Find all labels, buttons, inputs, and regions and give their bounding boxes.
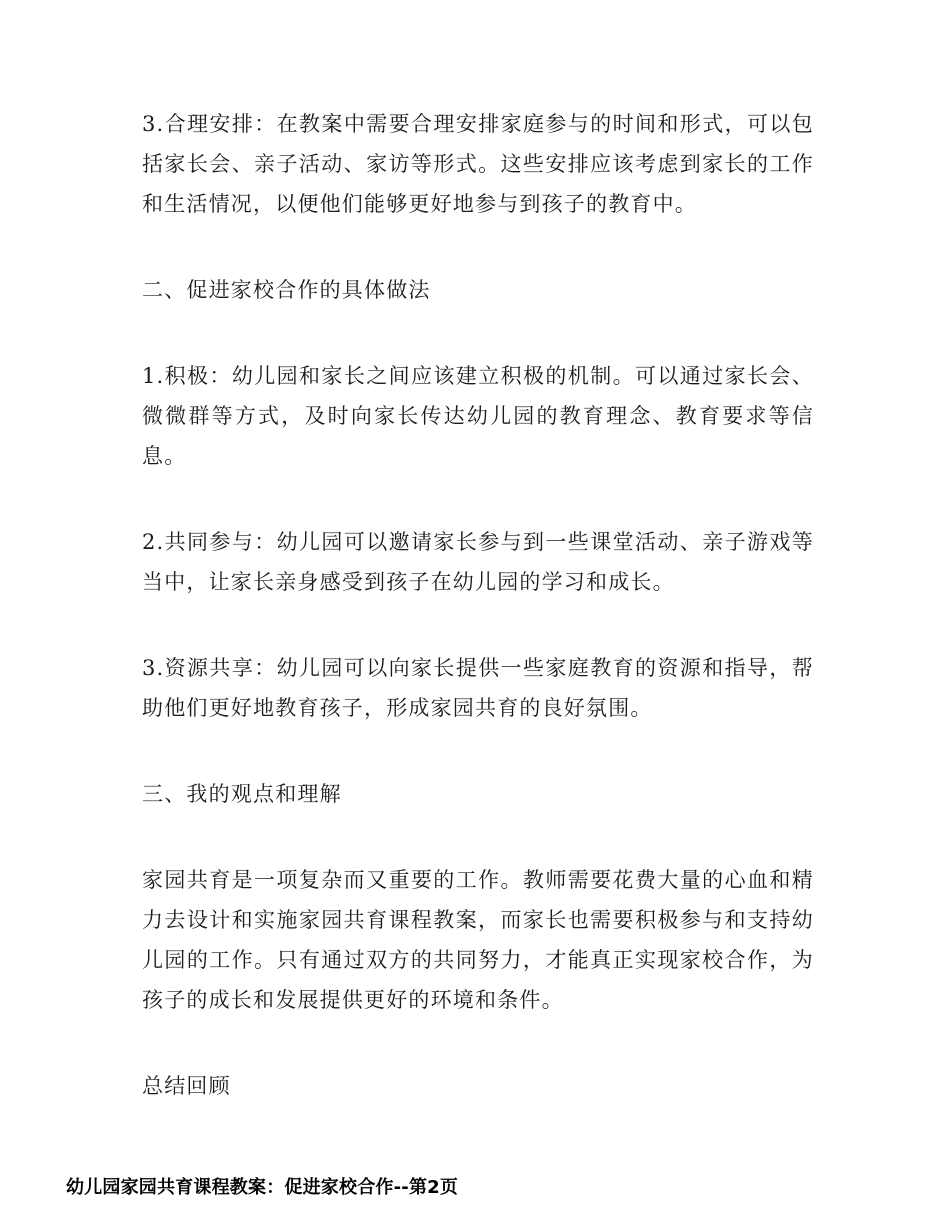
paragraph-active: 1.积极：幼儿园和家长之间应该建立积极的机制。可以通过家长会、微微群等方式，及时向家长传达幼儿园的教育理念、教育要求等信息。 [142, 364, 814, 468]
section-heading-cooperation: 二、促进家校合作的具体做法 [142, 278, 431, 302]
paragraph-participation: 2.共同参与：幼儿园可以邀请家长参与到一些课堂活动、亲子游戏等当中，让家长亲身感受到孩子在幼儿园的学习和成长。 [142, 530, 814, 594]
paragraph-opinion: 家园共育是一项复杂而又重要的工作。教师需要花费大量的心血和精力去设计和实施家园共育课程教案，而家长也需要积极参与和支持幼儿园的工作。只有通过双方的共同努力，才能真正实现家校合作，为孩子的成长和发展提供更好的环境和条件。 [142, 868, 814, 1012]
section-heading-summary: 总结回顾 [142, 1074, 231, 1098]
page-footer: 幼儿园家园共育课程教案：促进家校合作--第2页 [66, 1177, 459, 1198]
paragraph-arrangement: 3.合理安排：在教案中需要合理安排家庭参与的时间和形式，可以包括家长会、亲子活动、家访等形式。这些安排应该考虑到家长的工作和生活情况，以便他们能够更好地参与到孩子的教育中。 [142, 112, 814, 216]
section-heading-opinion: 三、我的观点和理解 [142, 782, 342, 806]
document-body [142, 104, 814, 1106]
paragraph-resource-sharing: 3.资源共享：幼儿园可以向家长提供一些家庭教育的资源和指导，帮助他们更好地教育孩子，形成家园共育的良好氛围。 [142, 656, 814, 720]
